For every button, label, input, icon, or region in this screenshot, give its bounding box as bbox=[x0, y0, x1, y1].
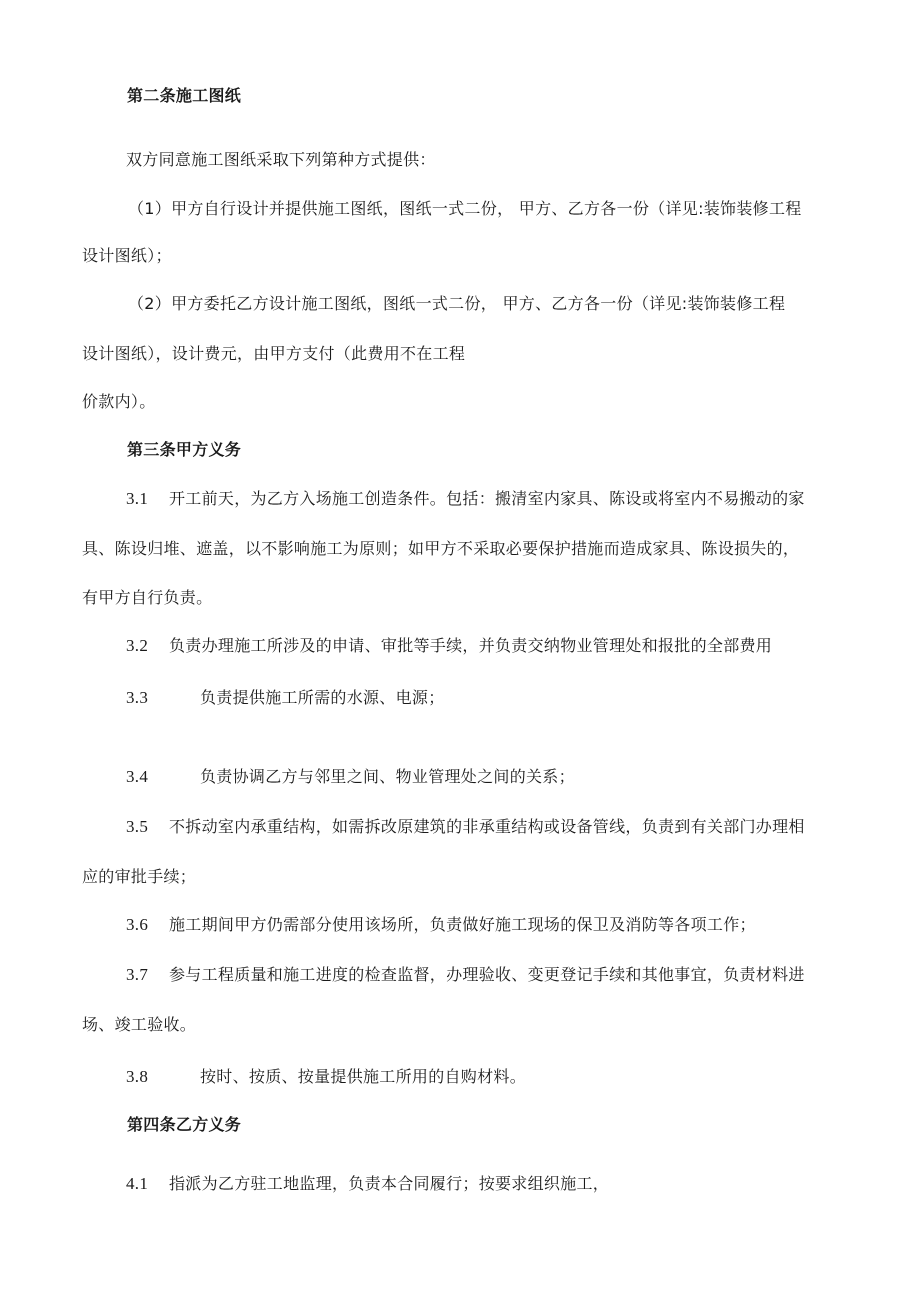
clause-3-5-line-1: 不拆动室内承重结构，如需拆改原建筑的非承重结构或设备管线，负责到有关部门办理相 bbox=[169, 817, 805, 836]
clause-4-1-line-1: 指派为乙方驻工地监理，负责本合同履行；按要求组织施工， bbox=[169, 1174, 610, 1193]
clause-3-7-line-1: 参与工程质量和施工进度的检查监督，办理验收、变更登记手续和其他事宜，负责材料进 bbox=[169, 965, 805, 984]
section-2-option-1-line-2: 设计图纸）； bbox=[82, 246, 172, 265]
section-2-option-2-line-1: （2）甲方委托乙方设计施工图纸，图纸一式二份， 甲方、乙方各一份（详见:装饰装修工程 bbox=[128, 294, 786, 313]
clause-3-2-number: 3.2 bbox=[126, 636, 149, 655]
clause-3-1-line-1: 开工前天，为乙方入场施工创造条件。包括：搬清室内家具、陈设或将室内不易搬动的家 bbox=[169, 489, 805, 508]
clause-3-2-line-1: 负责办理施工所涉及的申请、审批等手续，并负责交纳物业管理处和报批的全部费用 bbox=[169, 636, 773, 655]
clause-3-3-number: 3.3 bbox=[126, 688, 149, 707]
clause-3-8-number: 3.8 bbox=[126, 1067, 149, 1086]
clause-4-1-number: 4.1 bbox=[126, 1174, 149, 1193]
section-2-option-2-line-2: 设计图纸），设计费元，由甲方支付（此费用不在工程 bbox=[82, 344, 466, 363]
clause-3-8-line-1: 按时、按质、按量提供施工所用的自购材料。 bbox=[200, 1067, 527, 1086]
clause-3-1-line-2: 具、陈设归堆、遮盖，以不影响施工为原则；如甲方不采取必要保护措施而造成家具、陈设损失的， bbox=[82, 539, 800, 558]
section-4-title: 第四条乙方义务 bbox=[127, 1115, 242, 1134]
clause-3-5-number: 3.5 bbox=[126, 817, 149, 836]
clause-3-7-line-2: 场、竣工验收。 bbox=[82, 1015, 197, 1034]
section-2-title: 第二条施工图纸 bbox=[127, 86, 242, 105]
clause-3-5-line-2: 应的审批手续； bbox=[82, 867, 197, 886]
clause-3-6-number: 3.6 bbox=[126, 915, 149, 934]
clause-3-3-line-1: 负责提供施工所需的水源、电源； bbox=[200, 688, 445, 707]
clause-3-4-line-1: 负责协调乙方与邻里之间、物业管理处之间的关系； bbox=[200, 767, 575, 786]
clause-3-7-number: 3.7 bbox=[126, 965, 149, 984]
section-2-option-1-line-1: （1）甲方自行设计并提供施工图纸，图纸一式二份， 甲方、乙方各一份（详见:装饰装修工程 bbox=[128, 199, 802, 218]
section-2-option-2-line-3: 价款内）。 bbox=[82, 392, 156, 411]
section-3-title: 第三条甲方义务 bbox=[127, 440, 242, 459]
section-2-intro: 双方同意施工图纸采取下列第种方式提供： bbox=[126, 150, 436, 169]
clause-3-1-line-3: 有甲方自行负责。 bbox=[82, 588, 213, 607]
clause-3-1-number: 3.1 bbox=[126, 489, 149, 508]
clause-3-6-line-1: 施工期间甲方仍需部分使用该场所，负责做好施工现场的保卫及消防等各项工作； bbox=[169, 915, 756, 934]
clause-3-4-number: 3.4 bbox=[126, 767, 149, 786]
